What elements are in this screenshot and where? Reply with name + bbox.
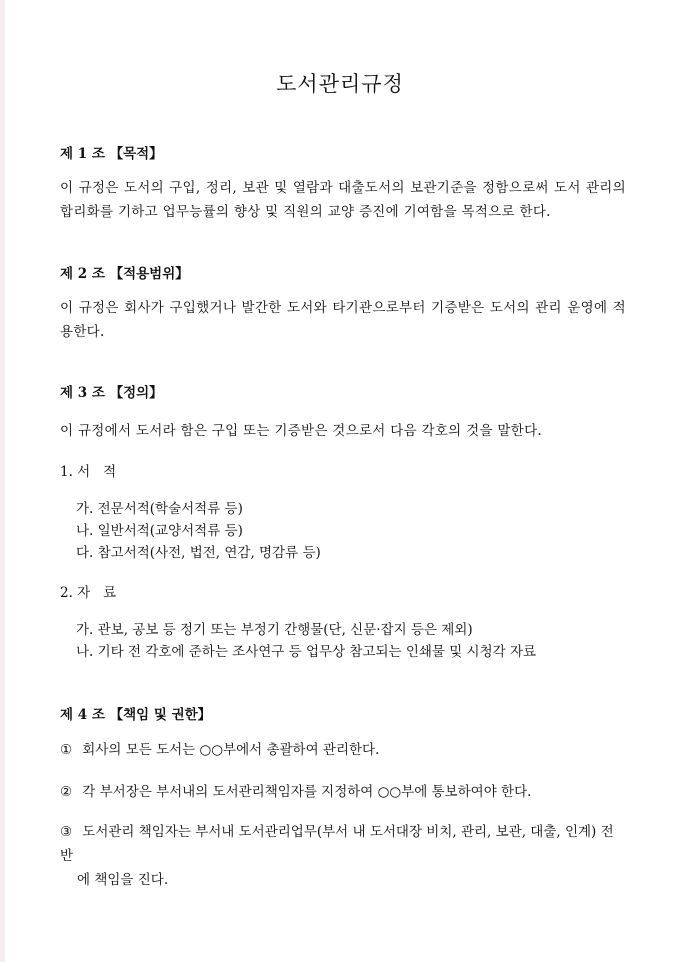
clause-text: 각 부서장은 부서내의 도서관리책임자를 지정하여 ○○부에 통보하여야 한다. bbox=[82, 784, 532, 800]
list-2-items bbox=[76, 619, 536, 663]
article-1-heading: 제 1 조 【목적】 bbox=[60, 146, 163, 162]
list-item: 나. 일반서적(교양서적류 등) bbox=[76, 523, 243, 539]
list-item: 가. 관보, 공보 등 정기 또는 부정기 간행물(단, 신문·잡지 등은 제외) bbox=[76, 622, 473, 638]
clause-number: ② bbox=[60, 784, 73, 800]
article-4-heading: 제 4 조 【책임 및 권한】 bbox=[60, 707, 212, 723]
list-1-items bbox=[76, 498, 321, 564]
list-item: 다. 참고서적(사전, 법전, 연감, 명감류 등) bbox=[76, 545, 321, 561]
list-1-label: 1. 서 적 bbox=[60, 464, 117, 480]
article-2-body: 이 규정은 회사가 구입했거나 발간한 도서와 타기관으로부터 기증받은 도서의 관리 운영에 적용한다. bbox=[60, 300, 626, 340]
clause-number: ③ bbox=[60, 824, 73, 840]
article-2-heading: 제 2 조 【적용범위】 bbox=[60, 266, 189, 282]
article-1-body: 이 규정은 도서의 구입, 정리, 보관 및 열람과 대출도서의 보관기준을 정함으로써 도서 관리의 합리화를 기하고 업무능률의 향상 및 직원의 교양 증진에 기여함을 목적으로 한다. bbox=[60, 180, 626, 220]
document-title: 도서관리규정 bbox=[276, 72, 404, 96]
article-3-body: 이 규정에서 도서라 함은 구입 또는 기증받은 것으로서 다음 각호의 것을 말한다. bbox=[60, 423, 543, 439]
list-item: 가. 전문서적(학술서적류 등) bbox=[76, 501, 243, 517]
article-3-heading: 제 3 조 【정의】 bbox=[60, 385, 163, 401]
clause-3 bbox=[60, 820, 626, 892]
list-item: 나. 기타 전 각호에 준하는 조사연구 등 업무상 참고되는 인쇄물 및 시청각 자료 bbox=[76, 644, 537, 660]
clause-1 bbox=[60, 738, 626, 762]
clause-text-continued: 에 책임을 진다. bbox=[77, 872, 169, 888]
list-2-label: 2. 자 료 bbox=[60, 585, 117, 601]
clause-2 bbox=[60, 780, 626, 804]
clause-text: 회사의 모든 도서는 ○○부에서 총괄하여 관리한다. bbox=[82, 742, 380, 758]
clause-number: ① bbox=[60, 742, 73, 758]
clause-text: 도서관리 책임자는 부서내 도서관리업무(부서 내 도서대장 비치, 관리, 보관, 대출, 인계) 전반 bbox=[60, 824, 614, 864]
